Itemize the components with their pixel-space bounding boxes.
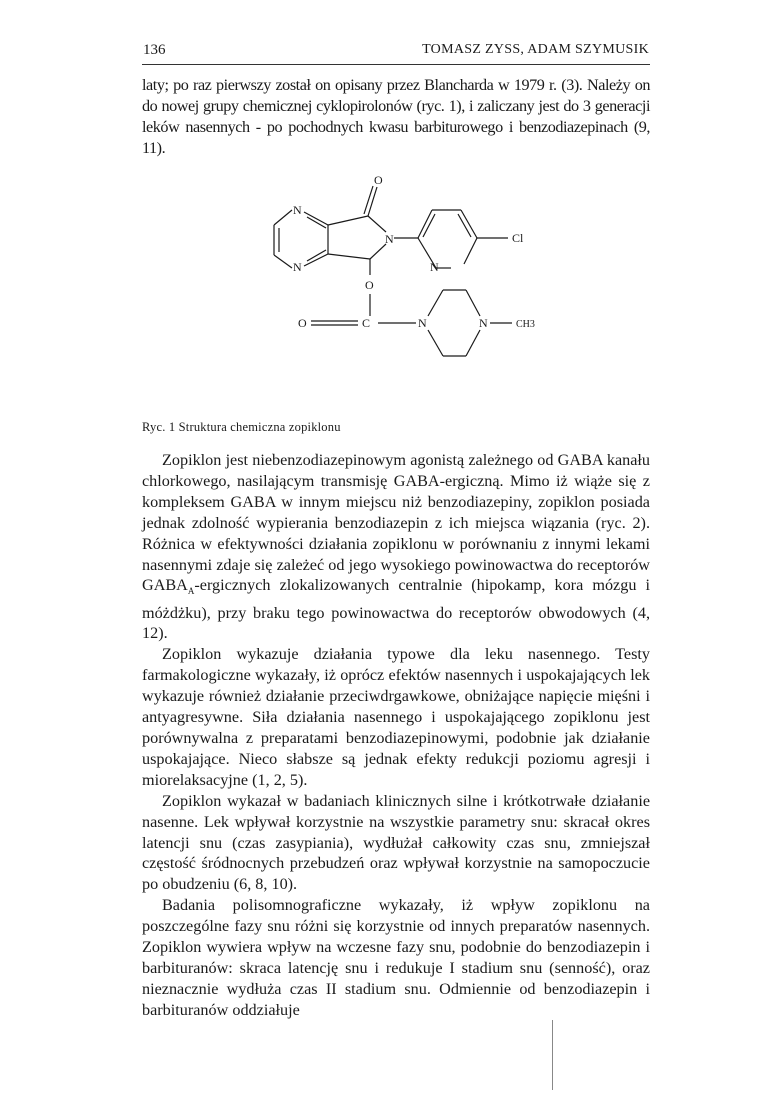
atom-n-piperazine-right: N — [479, 316, 488, 330]
atom-n-pyrazine-bottom: N — [293, 260, 302, 274]
atom-chlorine: Cl — [512, 231, 524, 245]
methyl-group-label: CH3 — [516, 319, 535, 330]
figure-caption: Ryc. 1 Struktura chemiczna zopiklonu — [142, 420, 341, 434]
paragraph-mechanism — [142, 450, 650, 644]
zopiclone-structure-figure — [260, 170, 550, 375]
atom-c-carbonyl: C — [362, 316, 371, 330]
paragraph-mechanism-part-2: -ergicznych zlokalizowanych centralnie (hipokamp, kora mózgu i móżdżku), przy braku tego powinowactwa do receptorów obwodowych (4, 12). — [142, 576, 650, 643]
paragraph-clinical: Zopiklon wykazał w badaniach klinicznych silne i krótkotrwałe działanie nasenne. Lek wpływał korzystnie na wszystkie parametry snu: skracał okres latencji snu (czas zasypiania), wydłużał całkowity czas snu, zmniejszał częstość śródnocnych przebudzeń oraz wpływał korzystnie na samopoczucie po obudzeniu (6, 8, 10). — [142, 791, 650, 894]
header-rule — [142, 64, 650, 65]
paragraph-mechanism-part-1: Zopiklon jest niebenzodiazepinowym agonistą zależnego od GABA kanału chlorkowego, nasilającym transmisję GABA-ergiczną. Mimo iż wiąże się z kompleksem GABA w innym miejscu niż benzodiazepiny, zopiklon posiada jednak zdolność wypierania benzodiazepin z ich miejsca wiązania (ryc. 2). Różnica w efektywności działania zopiklonu w porównaniu z innymi lekami nasennymi zdaje się zależeć od jego wysokiego powinowactwa do receptorów GABA — [142, 451, 650, 595]
atom-o-ester: O — [365, 278, 374, 292]
page-number: 136 — [143, 42, 166, 58]
bonds — [274, 186, 512, 356]
atom-o-carbonyl-top: O — [374, 173, 383, 187]
atom-n-pyridine: N — [430, 260, 439, 274]
paragraph-polysomnography: Badania polisomnograficzne wykazały, iż wpływ zopiklonu na poszczególne fazy snu różni się korzystnie od innych preparatów nasennych. Zopiklon wywiera wpływ na wczesne fazy snu, podobnie do benzodiazepin i barbituranów: skraca latencję snu i redukuje I stadium snu (senność), oraz nieznacznie wydłuża czas II stadium snu. Odmiennie od benzodiazepin i barbituranów oddziałuje — [142, 896, 650, 1019]
margin-scan-line — [552, 1020, 553, 1090]
intro-paragraph: laty; po raz pierwszy został on opisany przez Blancharda w 1979 r. (3). Należy on do nowej grupy chemicznej cyklopirolonów (ryc. 1), i zaliczany jest do 3 generacji leków nasennych - po pochodnych kwasu barbiturowego i benzodiazepinach (9, 11). — [142, 76, 650, 157]
chemical-structure-diagram — [260, 170, 550, 370]
gaba-subscript: A — [187, 586, 195, 597]
atom-n-pyrazine-top: N — [293, 203, 302, 217]
atom-n-pyrrolone: N — [385, 232, 394, 246]
body-text — [142, 450, 650, 1021]
running-head: TOMASZ ZYSS, ADAM SZYMUSIK — [422, 42, 649, 57]
paragraph-pharmacology: Zopiklon wykazuje działania typowe dla leku nasennego. Testy farmakologiczne wykazały, iż oprócz efektów nasennych i uspokajających lek wykazuje również działanie przeciwdrgawkowe, obniżające napięcie mięśni i antyagresywne. Siła działania nasennego i uspokajającego zopiklonu jest porównywalna z preparatami benzodiazepinowymi, podobnie jak działanie uspokajające. Nieco słabsze są jednak efekty redukcji poziomu agresji i miorelaksacyjne (1, 2, 5). — [142, 645, 650, 789]
atom-o-carbonyl-bottom: O — [298, 316, 307, 330]
atom-n-piperazine-left: N — [418, 316, 427, 330]
